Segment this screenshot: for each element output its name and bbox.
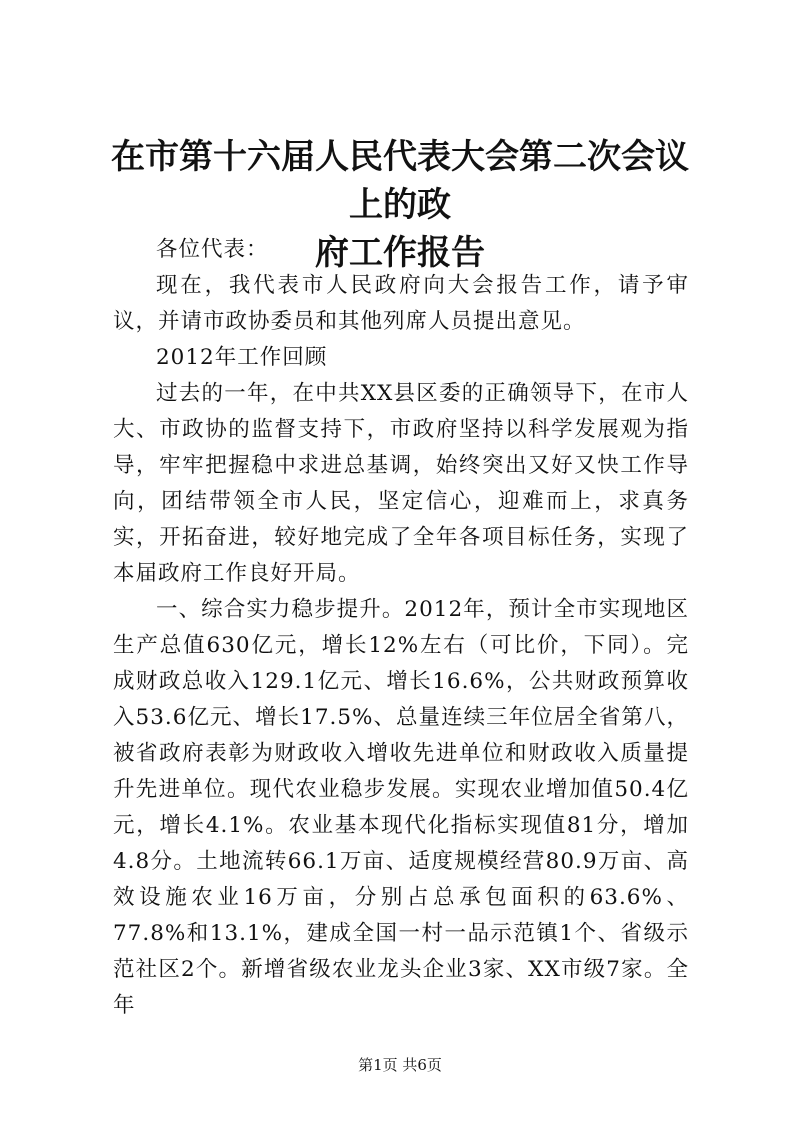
section-heading: 2012年工作回顾	[156, 345, 328, 370]
page-footer: 第1页 共6页	[358, 1056, 442, 1074]
title-line-2: 府工作报告	[315, 233, 485, 273]
salutation-paragraph: 各位代表：	[156, 237, 269, 262]
economy-paragraph: 一、综合实力稳步提升。2012年，预计全市实现地区生产总值630亿元，增长12%左右（可比价，下同）。完成财政总收入129.1亿元、增长16.6%，公共财政预算收入53.6亿元、增长17.5%、总量连续三年位居全省第八，被省政府表彰为财政收入增收先进单位和财政收入质量提升先进单位。现代农业稳步发展。实现农业增加值50.4亿元，增长4.1%。农业基本现代化指标实现值81分，增加4.8分。土地流转66.1万亩、适度规模经营80.9万亩、高效设施农业16万亩，分别占总承包面积的63.6%、77.8%和13.1%，建成全国一村一品示范镇1个、省级示范社区2个。新增省级农业龙头企业3家、XX市级7家。全年	[113, 597, 689, 1018]
document-body	[113, 232, 689, 1024]
review-paragraph: 过去的一年，在中共XX县区委的正确领导下，在市人大、市政协的监督支持下，市政府坚持以科学发展观为指导，牢牢把握稳中求进总基调，始终突出又好又快工作导向，团结带领全市人民，坚定信心，迎难而上，求真务实，开拓奋进，较好地完成了全年各项目标任务，实现了本届政府工作良好开局。	[113, 381, 689, 586]
title-line-1: 在市第十六届人民代表大会第二次会议上的政	[111, 137, 689, 225]
intro-paragraph: 现在，我代表市人民政府向大会报告工作，请予审议，并请市政协委员和其他列席人员提出意见。	[113, 273, 689, 334]
